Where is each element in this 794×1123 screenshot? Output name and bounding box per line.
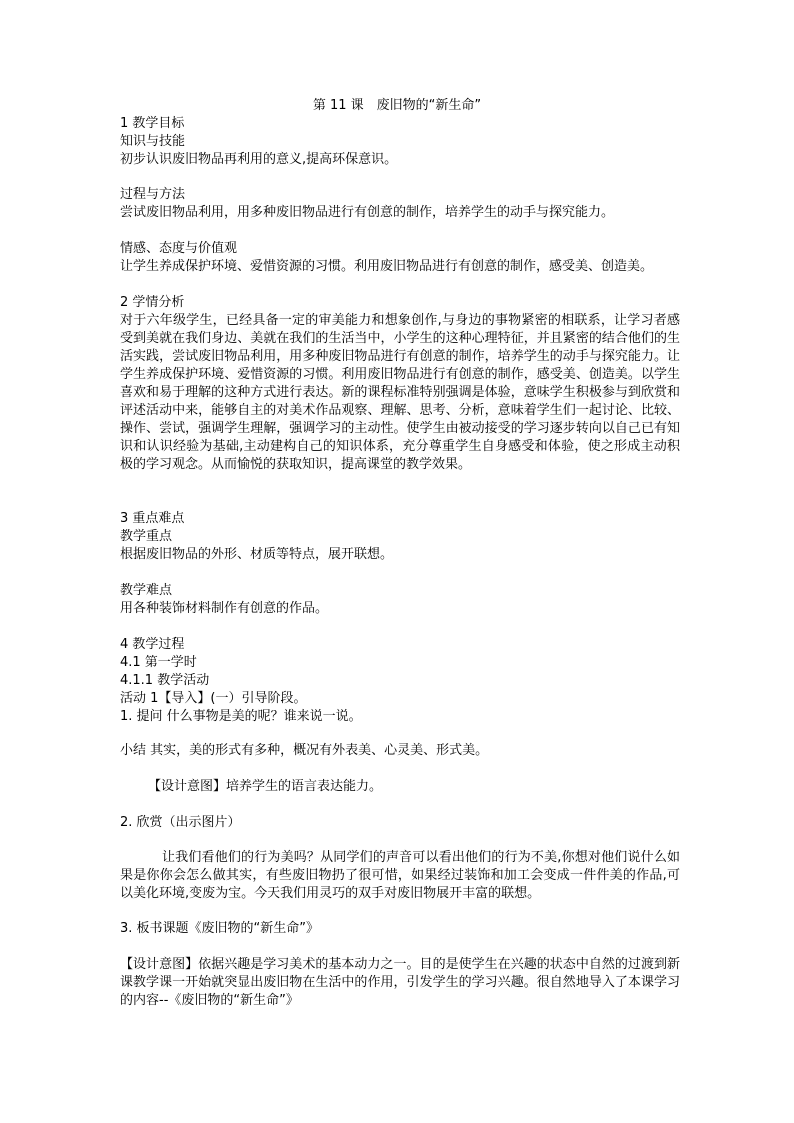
block-process-method xyxy=(120,186,680,222)
difficulty-text: 用各种装饰材料制作有创意的作品。 xyxy=(120,601,329,616)
section-teaching-goals xyxy=(120,115,680,169)
subheading-difficulty: 教学难点 xyxy=(120,583,173,598)
knowledge-text: 初步认识废旧物品再利用的意义,提高环保意识。 xyxy=(120,152,398,167)
block-item-2-body xyxy=(120,849,680,903)
block-item-3 xyxy=(120,920,680,938)
block-intent-2 xyxy=(120,956,680,1010)
emotion-text: 让学生养成保护环境、爱惜资源的习惯。利用废旧物品进行有创意的制作，感受美、创造美。 xyxy=(120,259,654,274)
lesson-title: 第 11 课 废旧物的“新生命” xyxy=(312,98,482,113)
section-key-points xyxy=(120,510,680,564)
block-difficulty xyxy=(120,582,680,618)
subheading-emotion: 情感、态度与价值观 xyxy=(120,241,238,256)
summary-text: 小结 其实，美的形式有多种，概况有外表美、心灵美、形式美。 xyxy=(120,743,489,758)
section-heading: 2 学情分析 xyxy=(120,295,185,310)
item-3-board-title: 3. 板书课题《废旧物的“新生命”》 xyxy=(120,921,320,936)
block-item-2 xyxy=(120,814,680,832)
section-heading: 3 重点难点 xyxy=(120,511,185,526)
section-heading: 4 教学过程 xyxy=(120,637,185,652)
subheading-process: 过程与方法 xyxy=(120,187,186,202)
subsection-activities: 4.1.1 教学活动 xyxy=(120,673,210,688)
activity-1: 活动 1【导入】(一）引导阶段。 xyxy=(120,691,307,706)
item-1-question: 1. 提问 什么事物是美的呢？谁来说一说。 xyxy=(120,709,362,724)
design-intent-1: 【设计意图】培养学生的语言表达能力。 xyxy=(148,779,383,794)
item-2-paragraph: 让我们看他们的行为美吗？从同学们的声音可以看出他们的行为不美,你想对他们说什么如果是你你会怎么做其实，有些废旧物扔了很可惜，如果经过装饰和加工会变成一件件美的作品,可以美化环境,变废为宝。今天我们用灵巧的双手对废旧物展开丰富的联想。 xyxy=(120,850,680,901)
block-intent-1 xyxy=(148,778,708,796)
section-heading: 1 教学目标 xyxy=(120,116,185,131)
block-emotion-values xyxy=(120,240,680,276)
subheading-knowledge: 知识与技能 xyxy=(120,134,186,149)
item-2-appreciate: 2. 欣赏（出示图片） xyxy=(120,815,241,830)
design-intent-2: 【设计意图】依据兴趣是学习美术的基本动力之一。目的是使学生在兴趣的状态中自然的过渡到新课教学课一开始就突显出废旧物在生活中的作用，引发学生的学习兴趣。很自然地导入了本课学习的内容--《废旧物的“新生命”》 xyxy=(120,957,680,1008)
subheading-key: 教学重点 xyxy=(120,529,173,544)
process-text: 尝试废旧物品利用，用多种废旧物品进行有创意的制作，培养学生的动手与探究能力。 xyxy=(120,205,615,220)
section-student-analysis xyxy=(120,294,680,474)
section-teaching-process xyxy=(120,636,680,726)
block-summary xyxy=(120,742,680,760)
analysis-paragraph: 对于六年级学生，已经具备一定的审美能力和想象创作,与身边的事物紧密的相联系，让学习者感受到美就在我们身边、美就在我们的生活当中，小学生的这种心理特征，并且紧密的结合他们的生活实践，尝试废旧物品利用，用多种废旧物品进行有创意的制作，培养学生的动手与探究能力。让学生养成保护环境、爱惜资源的习惯。利用废旧物品进行有创意的制作，感受美、创造美。以学生喜欢和易于理解的这种方式进行表达。新的课程标准特别强调是体验，意味学生积极参与到欣赏和评述活动中来，能够自主的对美术作品观察、理解、思考、分析，意味着学生们一起讨论、比较、操作、尝试，强调学生理解，强调学习的主动性。使学生由被动接受的学习逐步转向以自己已有知识和认识经验为基础,主动建构自己的知识体系，充分尊重学生自身感受和体验，使之形成主动积极的学习观念。从而愉悦的获取知识，提高课堂的教学效果。 xyxy=(120,313,680,472)
key-text: 根据废旧物品的外形、材质等特点，展开联想。 xyxy=(120,547,394,562)
subsection-lesson-1: 4.1 第一学时 xyxy=(120,655,197,670)
